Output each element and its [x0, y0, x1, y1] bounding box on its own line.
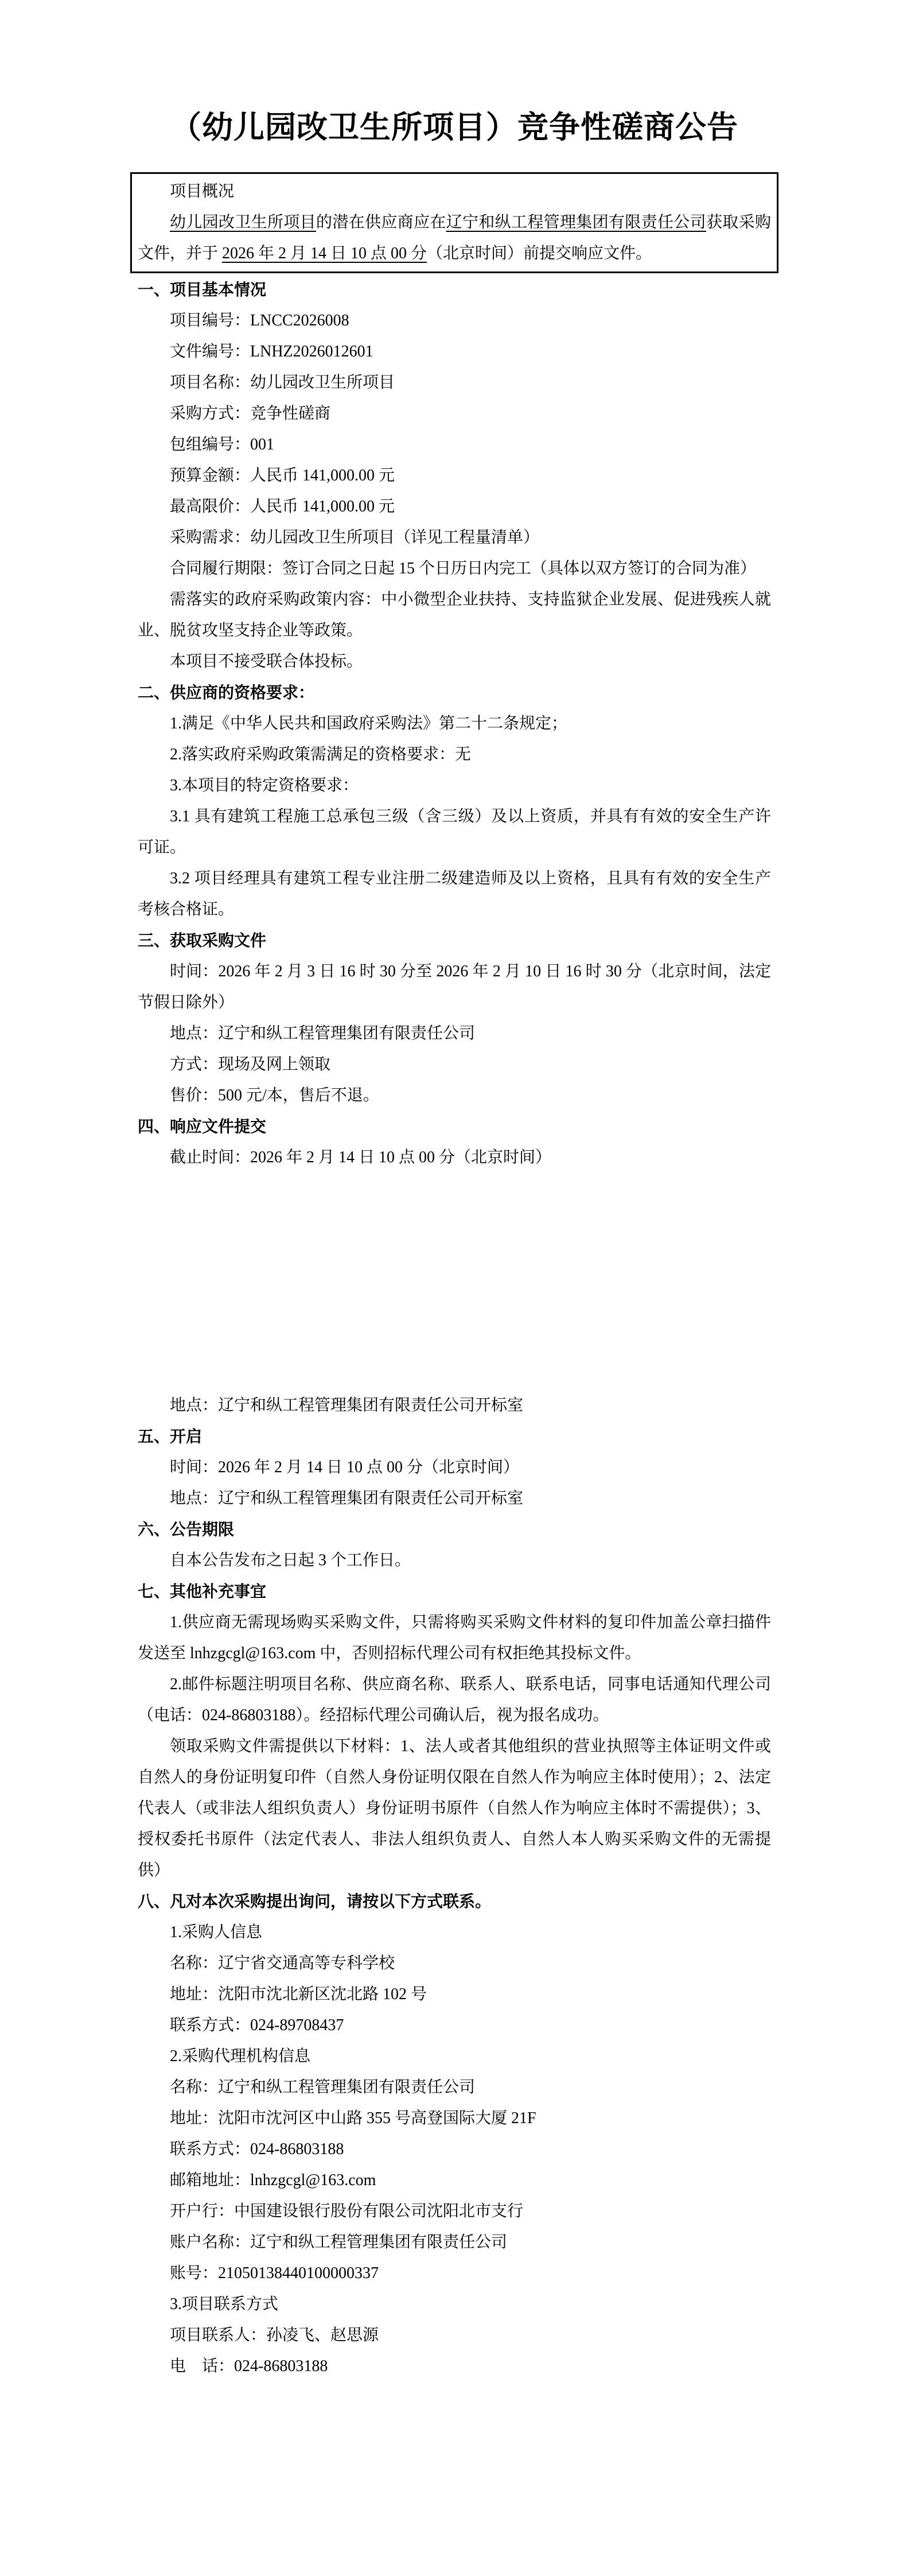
overview-label: 项目概况 [170, 183, 235, 200]
line-agency-email: 邮箱地址：lnhzgcgl@163.com [170, 2171, 376, 2189]
section-heading-basic-info: 一、项目基本情况 [138, 281, 267, 298]
line-package-number: 包组编号：001 [170, 436, 275, 453]
section-heading-response-submission: 四、响应文件提交 [138, 1118, 267, 1135]
line-agency-info: 2.采购代理机构信息 [170, 2047, 311, 2065]
section-supplier-qualification [138, 677, 771, 925]
section-heading-supplementary: 七、其他补充事宜 [138, 1582, 267, 1600]
line-supplementary-1: 1.供应商无需现场购买采购文件，只需将购买采购文件材料的复印件加盖公章扫描件发送至 lnhzgcgl@163.com 中，否则招标代理公司有权拒绝其投标文件。 [138, 1613, 771, 1662]
line-max-price: 最高限价：人民币 141,000.00 元 [170, 498, 395, 515]
line-agency-name: 名称：辽宁和纵工程管理集团有限责任公司 [170, 2078, 476, 2096]
section-contact [138, 1886, 771, 2382]
section-heading-obtain-documents: 三、获取采购文件 [138, 932, 267, 949]
line-procurement-demand: 采购需求：幼儿园改卫生所项目（详见工程量清单） [170, 529, 540, 546]
line-procurement-method: 采购方式：竞争性磋商 [170, 405, 331, 422]
overview-text: 获取采购文件，并于 [138, 214, 771, 262]
line-account-number: 账号：21050138440100000337 [170, 2264, 379, 2282]
line-submission-deadline: 截止时间：2026 年 2 月 14 日 10 点 00 分（北京时间） [170, 1149, 552, 1166]
line-opening-place: 地点：辽宁和纵工程管理集团有限责任公司开标室 [170, 1489, 524, 1507]
section-supplementary [138, 1576, 771, 1886]
document-title: （幼儿园改卫生所项目）竞争性磋商公告 [170, 110, 738, 145]
section-obtain-documents [138, 925, 771, 1111]
line-purchaser-phone: 联系方式：024-89708437 [170, 2016, 344, 2034]
section-announcement-period [138, 1514, 771, 1576]
line-supplementary-materials: 领取采购文件需提供以下材料：1、法人或者其他组织的营业执照等主体证明文件或自然人的身份证明复印件（自然人身份证明仅限在自然人作为响应主体时使用）；2、法定代表人（或非法人组织负责人）身份证明书原件（自然人作为响应主体时不需提供）；3、授权委托书原件（法定代表人、非法人组织负责人、自然人本人购买采购文件的无需提供） [138, 1737, 771, 1879]
line-bank-name: 开户行：中国建设银行股份有限公司沈阳北市支行 [170, 2202, 524, 2220]
section-heading-announcement-period: 六、公告期限 [138, 1520, 235, 1538]
section-basic-info [138, 274, 771, 677]
overview-agency-name: 辽宁和纵工程管理集团有限责任公司 [446, 214, 706, 231]
section-response-submission [138, 1111, 771, 1421]
line-document-number: 文件编号：LNHZ2026012601 [170, 343, 373, 360]
line-obtain-method: 方式：现场及网上领取 [170, 1056, 331, 1073]
line-project-contact-info: 3.项目联系方式 [170, 2295, 279, 2313]
overview-paragraph [138, 207, 771, 269]
page-break-gap [138, 1173, 771, 1390]
line-submission-place: 地点：辽宁和纵工程管理集团有限责任公司开标室 [170, 1396, 524, 1414]
line-project-name: 项目名称：幼儿园改卫生所项目 [170, 374, 395, 391]
line-qualification-3: 3.本项目的特定资格要求： [170, 777, 359, 794]
line-qualification-3-2: 3.2 项目经理具有建筑工程专业注册二级建造师及以上资格，且具有有效的安全生产考核合格证。 [138, 870, 771, 918]
project-overview-box [130, 172, 778, 273]
line-obtain-price: 售价：500 元/本，售后不退。 [170, 1087, 379, 1104]
line-qualification-1: 1.满足《中华人民共和国政府采购法》第二十二条规定； [170, 715, 568, 732]
line-announcement-period: 自本公告发布之日起 3 个工作日。 [170, 1551, 411, 1569]
line-purchaser-name: 名称：辽宁省交通高等专科学校 [170, 1954, 395, 1972]
line-project-phone: 电 话：024-86803188 [170, 2357, 328, 2375]
overview-project-name: 幼儿园改卫生所项目 [170, 214, 316, 231]
overview-deadline: 2026 年 2 月 14 日 10 点 00 分 [222, 245, 427, 262]
line-project-number: 项目编号：LNCC2026008 [170, 312, 349, 329]
line-obtain-place: 地点：辽宁和纵工程管理集团有限责任公司 [170, 1025, 476, 1042]
line-opening-time: 时间：2026 年 2 月 14 日 10 点 00 分（北京时间） [170, 1458, 520, 1476]
line-contract-period: 合同履行期限：签订合同之日起 15 个日历日内完工（具体以双方签订的合同为准） [170, 560, 757, 577]
line-agency-address: 地址：沈阳市沈河区中山路 355 号高登国际大厦 21F [170, 2109, 536, 2127]
line-purchaser-address: 地址：沈阳市沈北新区沈北路 102 号 [170, 1985, 427, 2003]
section-heading-contact: 八、凡对本次采购提出询问，请按以下方式联系。 [138, 1892, 492, 1910]
section-heading-supplier-qualification: 二、供应商的资格要求： [138, 684, 315, 701]
line-qualification-3-1: 3.1 具有建筑工程施工总承包三级（含三级）及以上资质，并具有有效的安全生产许可证。 [138, 808, 771, 856]
line-agency-phone: 联系方式：024-86803188 [170, 2140, 344, 2158]
overview-text: （北京时间）前提交响应文件。 [427, 245, 652, 262]
line-project-contacts: 项目联系人：孙凌飞、赵思源 [170, 2326, 379, 2344]
overview-text: 的潜在供应商应在 [316, 214, 446, 231]
section-opening [138, 1421, 771, 1514]
line-no-consortium: 本项目不接受联合体投标。 [170, 653, 363, 670]
line-account-name: 账户名称：辽宁和纵工程管理集团有限责任公司 [170, 2233, 508, 2251]
section-heading-opening: 五、开启 [138, 1427, 203, 1445]
line-policy-content: 需落实的政府采购政策内容：中小微型企业扶持、支持监狱企业发展、促进残疾人就业、脱贫攻坚支持企业等政策。 [138, 591, 771, 639]
line-obtain-time: 时间：2026 年 2 月 3 日 16 时 30 分至 2026 年 2 月 10 日 16 时 30 分（北京时间，法定节假日除外） [138, 963, 771, 1011]
line-budget-amount: 预算金额：人民币 141,000.00 元 [170, 467, 395, 484]
line-qualification-2: 2.落实政府采购政策需满足的资格要求：无 [170, 746, 472, 763]
line-purchaser-info: 1.采购人信息 [170, 1923, 263, 1941]
document-body [138, 0, 771, 2382]
line-supplementary-2: 2.邮件标题注明项目名称、供应商名称、联系人、联系电话，同事电话通知代理公司（电话：024-86803188）。经招标代理公司确认后，视为报名成功。 [138, 1675, 771, 1724]
